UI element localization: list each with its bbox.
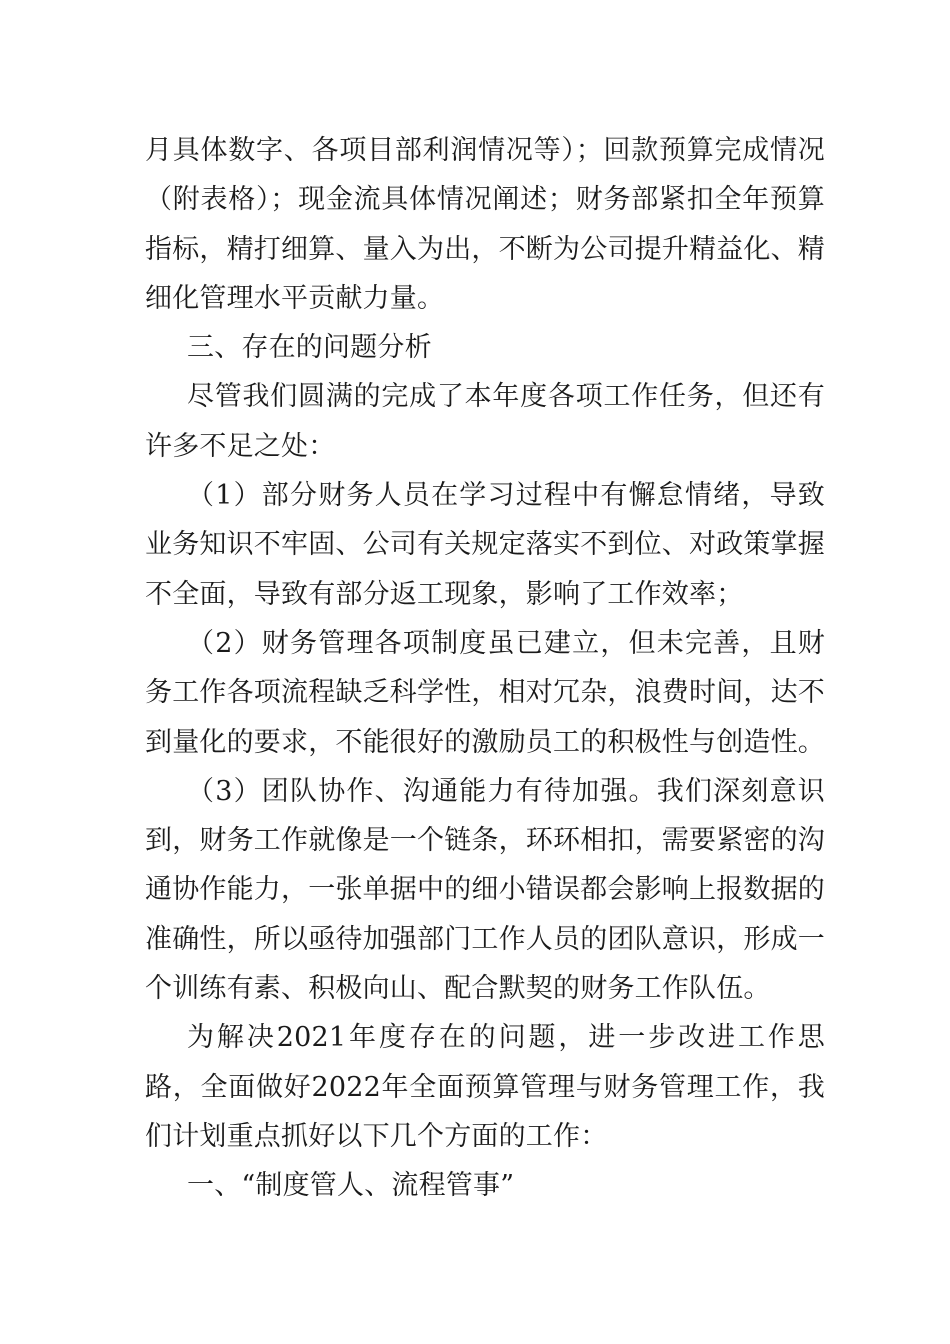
paragraph-budget-summary-continued: 月具体数字、各项目部利润情况等）；回款预算完成情况（附表格）；现金流具体情况阐述；财务部紧扣全年预算指标，精打细算、量入为出，不断为公司提升精益化、精细化管理水平贡献力量。	[145, 135, 825, 314]
paragraph-issue-2: （2）财务管理各项制度虽已建立，但未完善，且财务工作各项流程缺乏科学性，相对冗杂，浪费时间，达不到量化的要求，不能很好的激励员工的积极性与创造性。	[145, 627, 825, 758]
document-body	[145, 126, 825, 1211]
paragraph-issue-1: （1）部分财务人员在学习过程中有懈怠情绪，导致业务知识不牢固、公司有关规定落实不到位、对政策掌握不全面，导致有部分返工现象，影响了工作效率；	[145, 480, 825, 610]
section-heading-institution-process: 一、“制度管人、流程管事”	[187, 1170, 515, 1202]
paragraph-shortcomings-intro: 尽管我们圆满的完成了本年度各项工作任务，但还有许多不足之处：	[145, 381, 825, 462]
section-heading-problem-analysis: 三、存在的问题分析	[187, 332, 432, 364]
paragraph-next-year-plan: 为解决2021年度存在的问题，进一步改进工作思路，全面做好2022年全面预算管理与财务管理工作，我们计划重点抓好以下几个方面的工作：	[145, 1022, 825, 1152]
paragraph-issue-3: （3）团队协作、沟通能力有待加强。我们深刻意识到，财务工作就像是一个链条，环环相扣，需要紧密的沟通协作能力，一张单据中的细小错误都会影响上报数据的准确性，所以亟待加强部门工作人员的团队意识，形成一个训练有素、积极向山、配合默契的财务工作队伍。	[145, 775, 825, 1005]
